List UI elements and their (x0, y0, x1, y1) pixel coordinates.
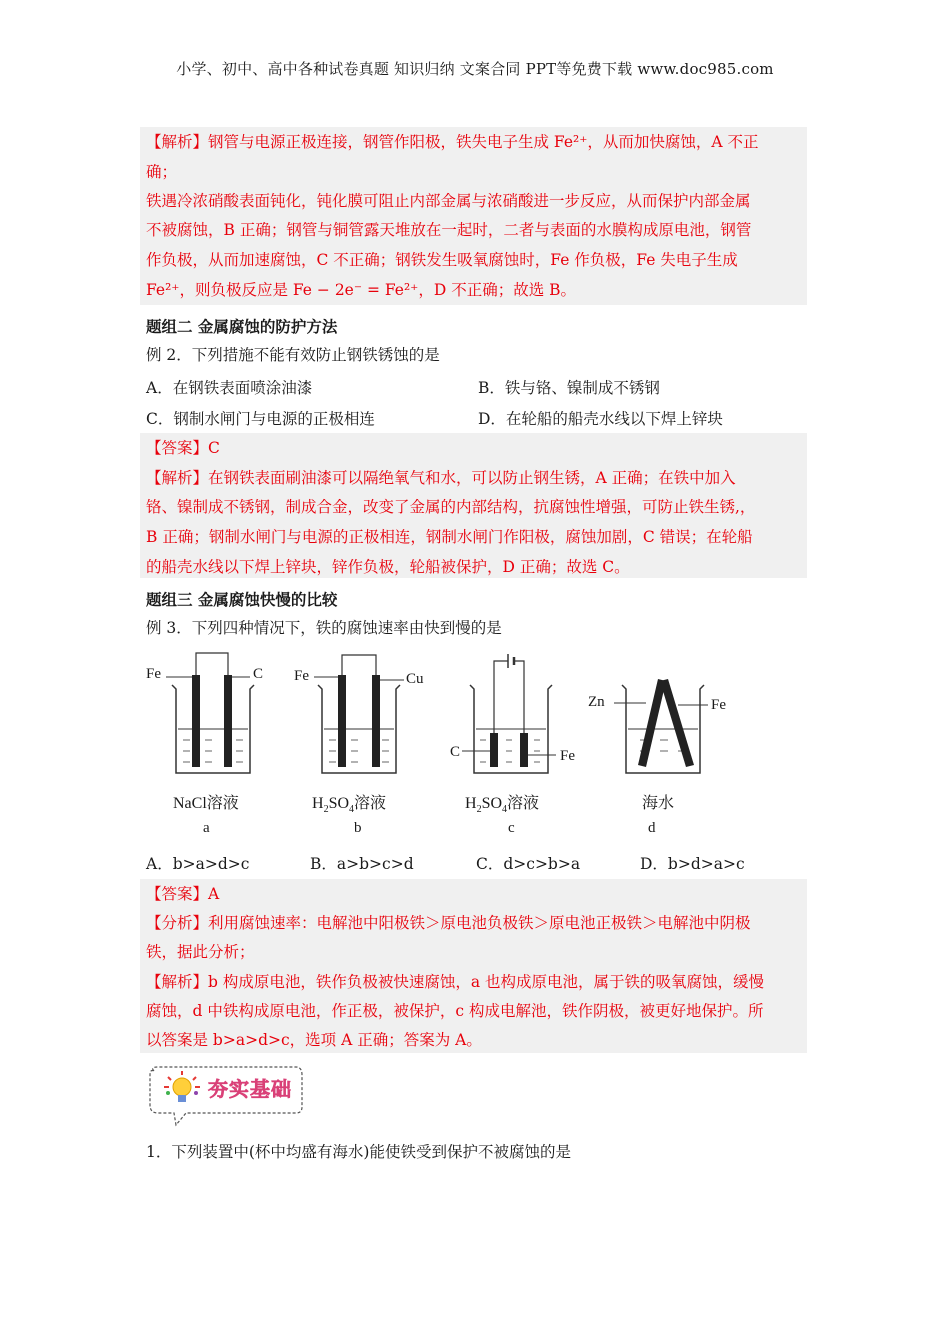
diagram-c-solution: $H_2SO_4$溶液 (465, 795, 540, 816)
analysis-line: Fe²⁺，则负极反应是 Fe − 2e⁻ = Fe²⁺，D 不正确；故选 B。 (146, 281, 577, 299)
diagram-a-left-label: Fe (146, 666, 161, 682)
option-d: D．b>d>a>c (640, 855, 745, 873)
diagram-a (166, 653, 254, 773)
analysis-line: 腐蚀，d 中铁构成原电池，作正极，被保护，c 构成电解池，铁作阴极，被更好地保护。所 (146, 1002, 764, 1020)
analysis-line: B 正确；钢制水闸门与电源的正极相连，钢制水闸门作阳极，腐蚀加剧，C 错误；在轮船 (146, 528, 753, 546)
diagram-a-right-label: C (253, 666, 264, 682)
analysis-line: 作负极，从而加速腐蚀，C 不正确；钢铁发生吸氧腐蚀时，Fe 作负极，Fe 失电子生成 (146, 251, 738, 269)
diagram-c-right-label: Fe (560, 748, 575, 764)
option-c: C．d>c>b>a (476, 855, 581, 873)
analysis-line: 铬、镍制成不锈钢，制成合金，改变了金属的内部结构，抗腐蚀性增强，可防止铁生锈,， (146, 498, 756, 516)
diagram-c-tag: c (508, 820, 515, 836)
badge-text: 夯实基础 (208, 1077, 292, 1101)
diagram-a-tag: a (203, 820, 210, 836)
fenxi-line: 铁，据此分析； (146, 943, 255, 961)
option-a: A．b>a>d>c (146, 855, 250, 873)
diagram-d-tag: d (648, 820, 656, 836)
analysis-line: 【解析】b 构成原电池，铁作负极被快速腐蚀，a 也构成原电池，属于铁的吸氧腐蚀，缓慢 (146, 973, 765, 991)
diagram-c-left-label: C (450, 744, 461, 760)
diagram-b-tag: b (354, 820, 362, 836)
diagram-b (314, 655, 404, 773)
diagram-b-left-label: Fe (294, 668, 309, 684)
diagram-b-solution: $H_2SO_4$溶液 (312, 795, 387, 816)
option-b: B．铁与铬、镍制成不锈钢 (478, 379, 660, 397)
analysis-line: 铁遇冷浓硝酸表面钝化，钝化膜可阻止内部金属与浓硝酸进一步反应，从而保护内部金属 (146, 192, 751, 210)
question-1: 1．下列装置中(杯中均盛有海水)能使铁受到保护不被腐蚀的是 (146, 1143, 571, 1161)
analysis-line: 的船壳水线以下焊上锌块，锌作负极，轮船被保护，D 正确；故选 C。 (146, 558, 630, 576)
group-3-title: 题组三 金属腐蚀快慢的比较 (146, 590, 338, 609)
group-2-title: 题组二 金属腐蚀的防护方法 (146, 317, 338, 336)
example-3-question: 例 3．下列四种情况下，铁的腐蚀速率由快到慢的是 (146, 619, 502, 637)
section-badge (146, 1063, 306, 1137)
fenxi-line: 【分析】利用腐蚀速率：电解池中阳极铁＞原电池负极铁＞原电池正极铁＞电解池中阴极 (146, 914, 751, 932)
page-header: 小学、初中、高中各种试卷真题 知识归纳 文案合同 PPT等免费下载 www.doc985.com (176, 60, 774, 78)
option-c: C．钢制水闸门与电源的正极相连 (146, 410, 375, 428)
analysis-line: 确； (146, 163, 178, 181)
answer-3: 【答案】A (146, 885, 220, 903)
diagram-d (614, 679, 708, 773)
option-a: A．在钢铁表面喷涂油漆 (146, 379, 313, 397)
analysis-line: 【解析】钢管与电源正极连接，钢管作阳极，铁失电子生成 Fe²⁺，从而加快腐蚀，A 不正 (146, 133, 759, 151)
diagram-d-right-label: Fe (711, 697, 726, 713)
diagram-d-solution: 海水 (642, 795, 675, 812)
option-d: D．在轮船的船壳水线以下焊上锌块 (478, 410, 723, 428)
diagram-b-right-label: Cu (406, 671, 424, 687)
example-2-question: 例 2．下列措施不能有效防止钢铁锈蚀的是 (146, 346, 440, 364)
diagram-d-left-label: Zn (588, 694, 605, 710)
analysis-line: 【解析】在钢铁表面刷油漆可以隔绝氧气和水，可以防止钢生锈，A 正确；在铁中加入 (146, 469, 736, 487)
diagram-a-solution: NaCl溶液 (173, 795, 239, 812)
answer-2: 【答案】C (146, 439, 220, 457)
analysis-line: 以答案是 b>a>d>c，选项 A 正确；答案为 A。 (146, 1031, 482, 1049)
diagram-c (462, 654, 556, 773)
analysis-line: 不被腐蚀，B 正确；钢管与铜管露天堆放在一起时，二者与表面的水膜构成原电池，钢管 (146, 221, 752, 239)
option-b: B．a>b>c>d (310, 855, 414, 873)
